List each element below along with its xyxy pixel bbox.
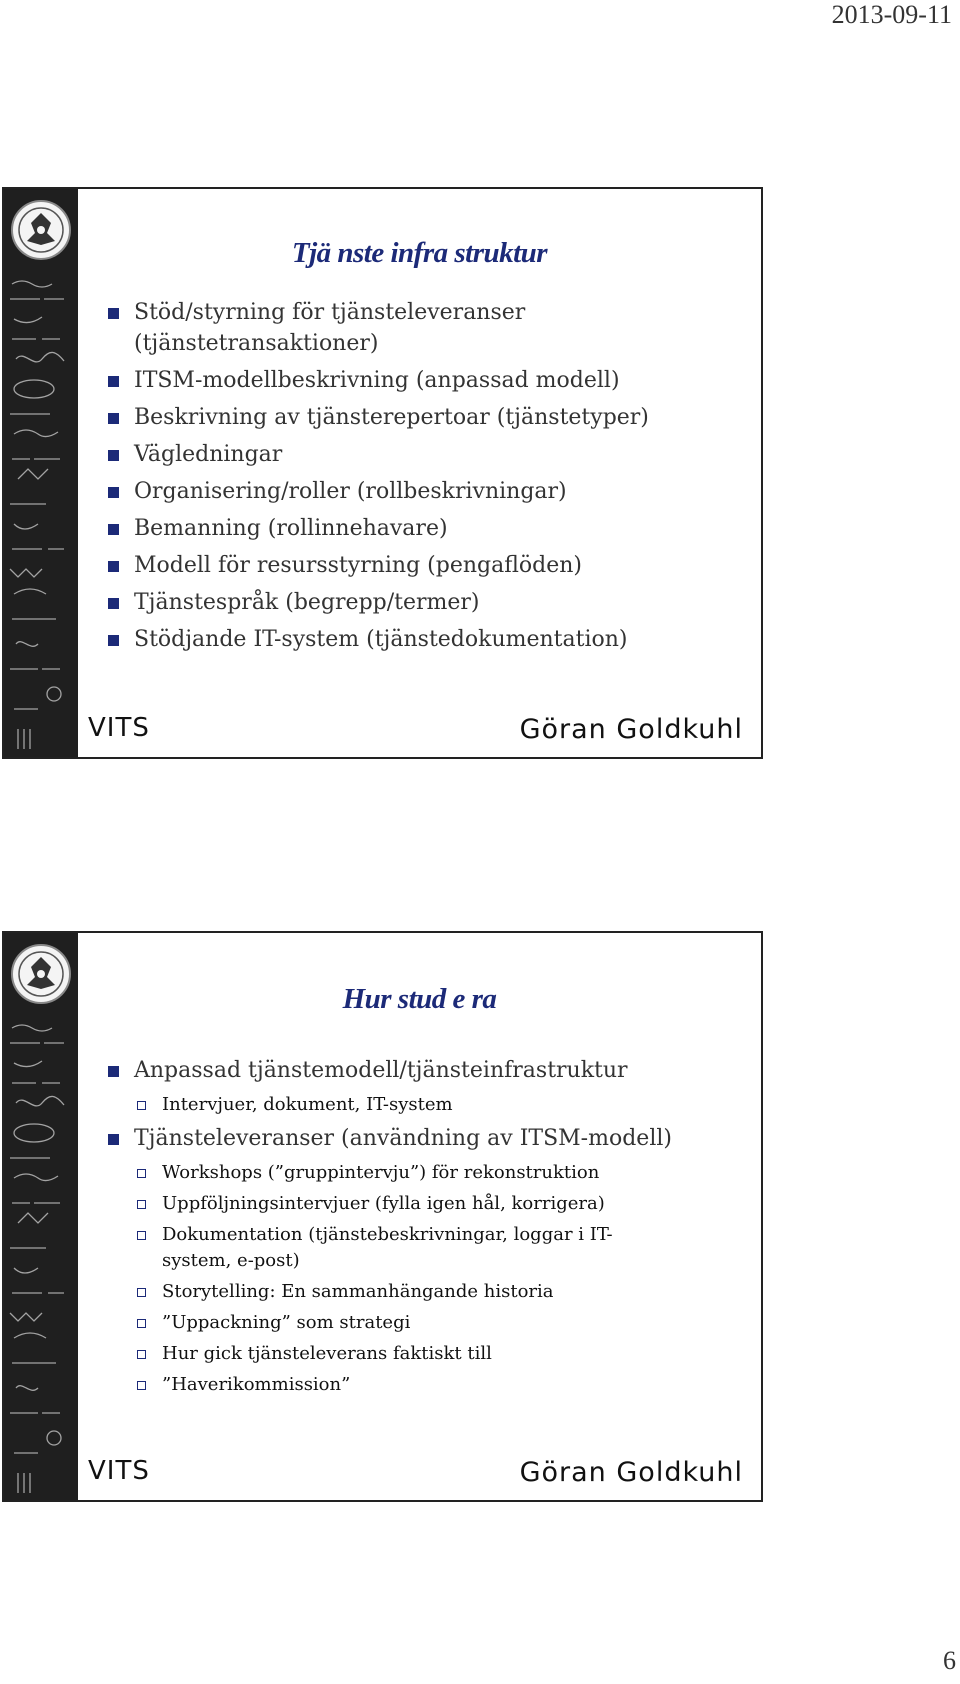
chalkboard-sidebar [4,933,78,1500]
bullet-list [104,1055,751,1403]
list-item: Modell för resursstyrning (pengaflöden) [104,550,751,581]
slide-title: Hur stud e ra [342,983,497,1015]
list-item: Tjänstespråk (begrepp/termer) [104,587,751,618]
university-logo-icon [10,943,72,1005]
list-item: Tjänsteleveranser (användning av ITSM-modell) [104,1123,751,1154]
university-logo-icon [10,199,72,261]
footer-left: VITS [88,713,150,743]
slide-title: Tjä nste infra struktur [291,237,548,269]
page-number: 6 [943,1646,956,1675]
sub-list-item: ”Uppackning” som strategi [104,1310,751,1336]
footer-author: Göran Goldkuhl [519,1457,743,1488]
footer-left: VITS [88,1456,150,1486]
sub-list-item: Intervjuer, dokument, IT-system [104,1092,751,1118]
sub-list-item: Dokumentation (tjänstebeskrivningar, loggar i IT-system, e-post) [104,1222,751,1274]
sub-list-item: Hur gick tjänsteleverans faktiskt till [104,1341,751,1367]
list-item: Stöd/styrning för tjänsteleveranser (tjänstetransaktioner) [104,297,751,359]
slide-2 [2,931,763,1502]
header-date: 2013-09-11 [831,0,952,29]
list-item: Beskrivning av tjänsterepertoar (tjänstetyper) [104,402,751,433]
slide-1 [2,187,763,759]
bullet-list [104,297,751,661]
chalkboard-sidebar [4,189,78,757]
list-item: Vägledningar [104,439,751,470]
list-item: Organisering/roller (rollbeskrivningar) [104,476,751,507]
sub-list-item: ”Haverikommission” [104,1372,751,1398]
list-item: Stödjande IT-system (tjänstedokumentation) [104,624,751,655]
sub-list-item: Workshops (”gruppintervju”) för rekonstruktion [104,1160,751,1186]
list-item: Bemanning (rollinnehavare) [104,513,751,544]
footer-author: Göran Goldkuhl [519,714,743,745]
sub-list-item: Storytelling: En sammanhängande historia [104,1279,751,1305]
list-item: ITSM-modellbeskrivning (anpassad modell) [104,365,751,396]
sub-list-item: Uppföljningsintervjuer (fylla igen hål, korrigera) [104,1191,751,1217]
list-item: Anpassad tjänstemodell/tjänsteinfrastruktur [104,1055,751,1086]
